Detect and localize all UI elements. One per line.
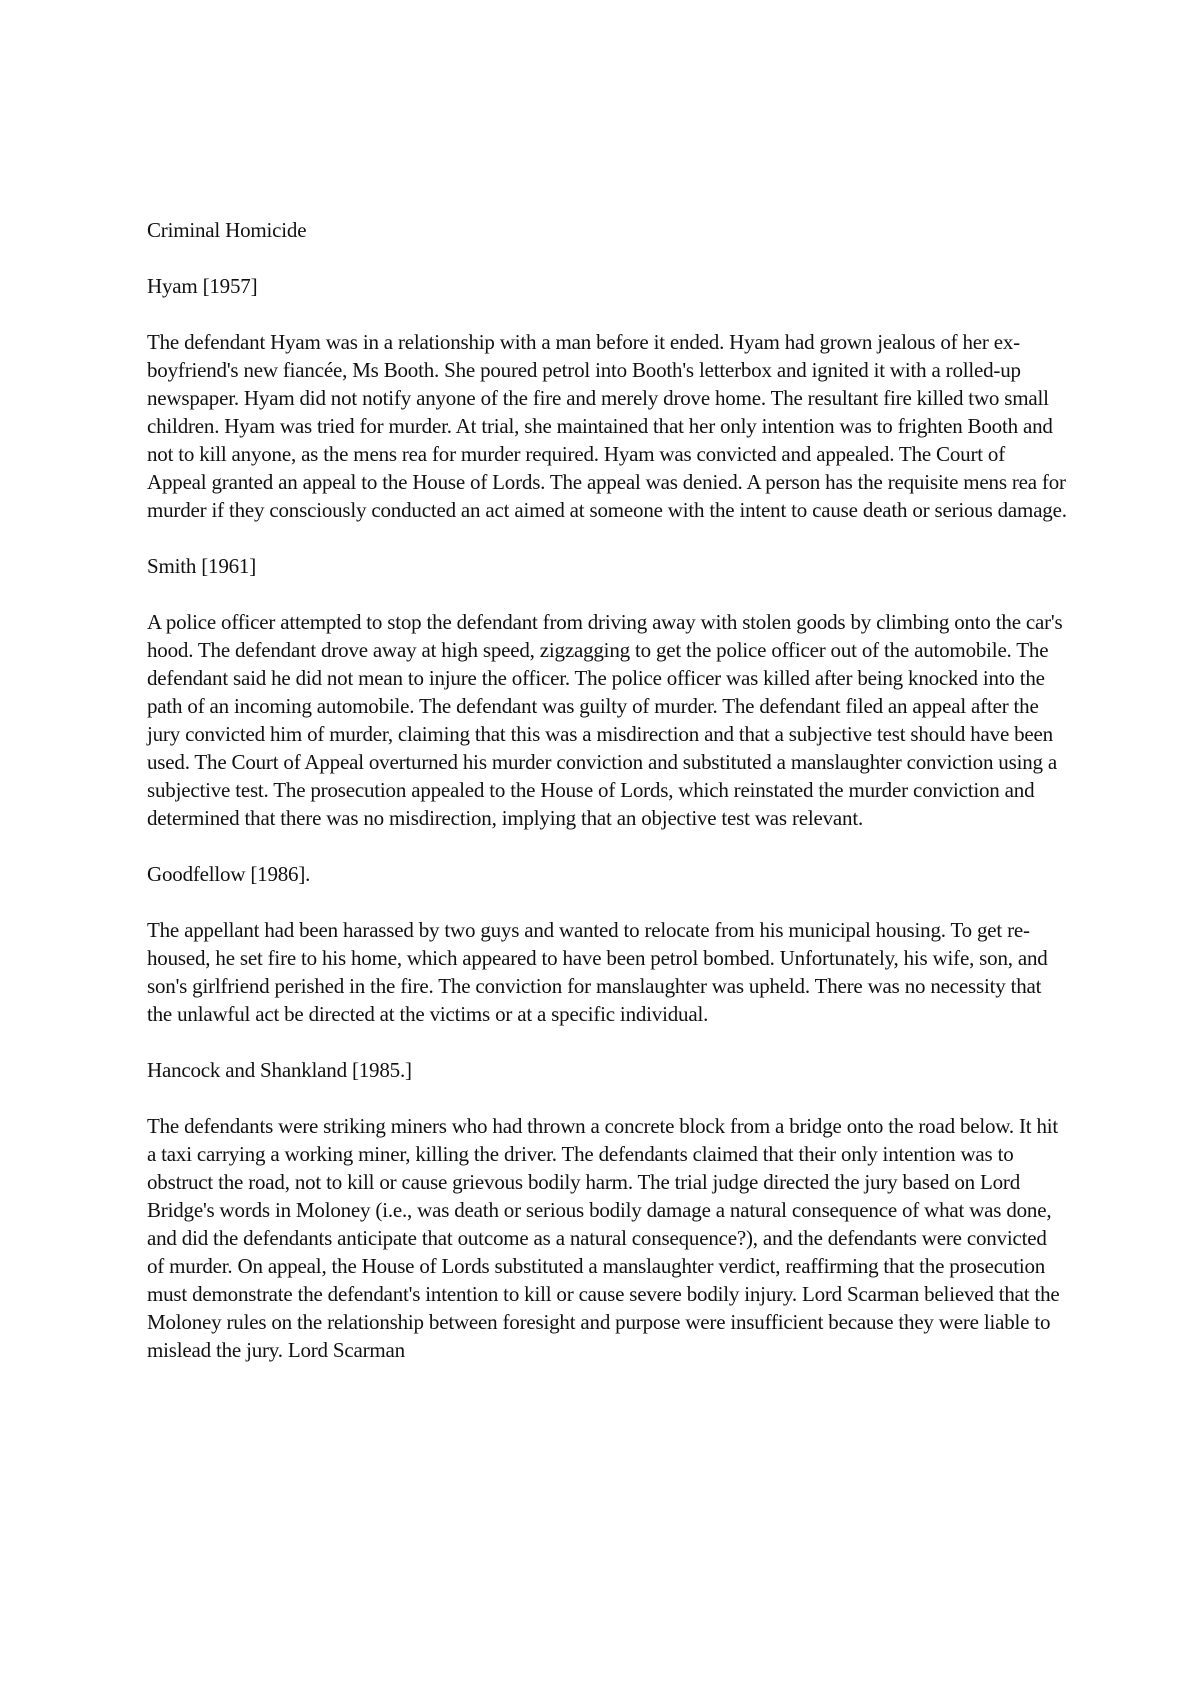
- case-text-goodfellow: The appellant had been harassed by two guys and wanted to relocate from his municipal housing. To get re-housed, he set fire to his home, which appeared to have been petrol bombed. Unfortunately, his wife, son, and son's girlfriend perished in the fire. The conviction for manslaughter was upheld. There was no necessity that the unlawful act be directed at the victims or at a specific individual.: [147, 918, 1048, 1026]
- case-text-smith: A police officer attempted to stop the defendant from driving away with stolen goods by climbing onto the car's hood. The defendant drove away at high speed, zigzagging to get the police officer out of the automobile. The defendant said he did not mean to injure the officer. The police officer was killed after being knocked into the path of an incoming automobile. The defendant was guilty of murder. The defendant filed an appeal after the jury convicted him of murder, claiming that this was a misdirection and that a subjective test should have been used. The Court of Appeal overturned his murder conviction and substituted a manslaughter conviction using a subjective test. The prosecution appealed to the House of Lords, which reinstated the murder conviction and determined that there was no misdirection, implying that an objective test was relevant.: [147, 610, 1063, 830]
- case-heading-hancock-shankland: Hancock and Shankland [1985.]: [147, 1058, 412, 1082]
- case-heading-smith: Smith [1961]: [147, 554, 257, 578]
- document-body: [147, 216, 1067, 1392]
- document-title: Criminal Homicide: [147, 218, 307, 242]
- case-heading-hyam: Hyam [1957]: [147, 274, 258, 298]
- case-heading-goodfellow: Goodfellow [1986].: [147, 862, 311, 886]
- case-text-hyam: The defendant Hyam was in a relationship with a man before it ended. Hyam had grown jealous of her ex-boyfriend's new fiancée, Ms Booth. She poured petrol into Booth's letterbox and ignited it with a rolled-up newspaper. Hyam did not notify anyone of the fire and merely drove home. The resultant fire killed two small children. Hyam was tried for murder. At trial, she maintained that her only intention was to frighten Booth and not to kill anyone, as the mens rea for murder required. Hyam was convicted and appealed. The Court of Appeal granted an appeal to the House of Lords. The appeal was denied. A person has the requisite mens rea for murder if they consciously conducted an act aimed at someone with the intent to cause death or serious damage.: [147, 330, 1067, 522]
- case-text-hancock-shankland: The defendants were striking miners who had thrown a concrete block from a bridge onto the road below. It hit a taxi carrying a working miner, killing the driver. The defendants claimed that their only intention was to obstruct the road, not to kill or cause grievous bodily harm. The trial judge directed the jury based on Lord Bridge's words in Moloney (i.e., was death or serious bodily damage a natural consequence of what was done, and did the defendants anticipate that outcome as a natural consequence?), and the defendants were convicted of murder. On appeal, the House of Lords substituted a manslaughter verdict, reaffirming that the prosecution must demonstrate the defendant's intention to kill or cause severe bodily injury. Lord Scarman believed that the Moloney rules on the relationship between foresight and purpose were insufficient because they were liable to mislead the jury. Lord Scarman: [147, 1114, 1060, 1362]
